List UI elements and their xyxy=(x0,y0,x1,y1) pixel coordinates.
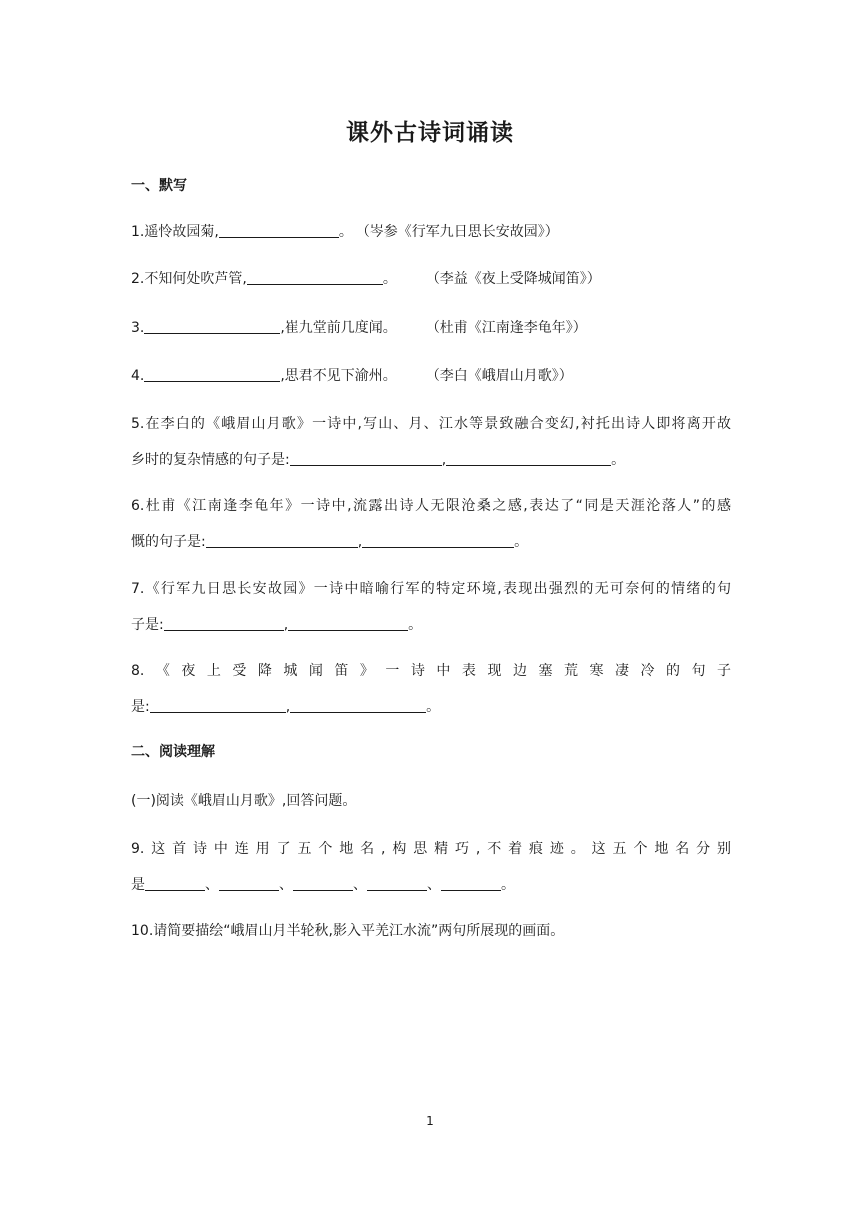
question-4-number: 4. xyxy=(131,368,145,384)
question-9-prompt: 是 xyxy=(131,877,145,893)
answer-blank[interactable] xyxy=(219,223,339,238)
question-7-prompt: 子是: xyxy=(131,617,164,633)
separator: 、 xyxy=(427,877,441,893)
question-8-line-1: 8.《夜上受降城闻笛》一诗中表现边塞荒寒凄冷的句子 xyxy=(131,663,731,679)
separator: , xyxy=(283,617,289,633)
answer-blank[interactable] xyxy=(219,876,279,891)
answer-blank[interactable] xyxy=(441,876,501,891)
question-10: 10.请简要描绘“峨眉山月半轮秋,影入平羌江水流”两句所展现的画面。 xyxy=(131,923,565,939)
page-number: 1 xyxy=(426,1114,434,1128)
sentence-end: 。 xyxy=(514,534,529,550)
sentence-end: 。 xyxy=(611,452,626,468)
question-3-number: 3. xyxy=(131,320,145,336)
answer-blank[interactable] xyxy=(293,876,353,891)
question-1-text: 1.遥怜故园菊, xyxy=(131,224,219,240)
question-5-prompt: 乡时的复杂情感的句子是: xyxy=(131,452,290,468)
answer-blank[interactable] xyxy=(150,698,286,713)
answer-blank[interactable] xyxy=(164,616,284,631)
question-3-source: （杜甫《江南逢李龟年》） xyxy=(432,320,587,336)
answer-blank[interactable] xyxy=(290,698,426,713)
separator: , xyxy=(441,452,447,468)
question-1 xyxy=(131,221,731,241)
answer-blank[interactable] xyxy=(144,319,280,334)
question-2-text: 2.不知何处吹芦管, xyxy=(131,271,247,287)
question-1-end: 。 xyxy=(338,224,353,240)
question-3-text: ,崔九堂前几度闻。 xyxy=(280,320,397,336)
answer-blank[interactable] xyxy=(288,616,408,631)
question-4 xyxy=(131,365,731,385)
question-7-line-2 xyxy=(131,614,731,634)
question-1-source: （岑参《行军九日思长安故园》） xyxy=(362,224,559,240)
question-6-prompt: 慨的句子是: xyxy=(131,534,206,550)
question-8-line-2 xyxy=(131,696,731,716)
answer-blank[interactable] xyxy=(206,533,358,548)
separator: 、 xyxy=(205,877,219,893)
question-2-end: 。 xyxy=(382,271,397,287)
answer-blank[interactable] xyxy=(362,533,514,548)
question-2-source: （李益《夜上受降城闻笛》） xyxy=(432,271,601,287)
question-7-line-1: 7.《行军九日思长安故园》一诗中暗喻行军的特定环境,表现出强烈的无可奈何的情绪的句 xyxy=(131,581,731,597)
answer-blank[interactable] xyxy=(446,451,611,466)
section-heading-dictation: 一、默写 xyxy=(131,178,187,194)
answer-blank[interactable] xyxy=(144,367,280,382)
page-title: 课外古诗词诵读 xyxy=(346,120,514,146)
question-9-line-2 xyxy=(131,874,731,894)
question-5-line-1: 5.在李白的《峨眉山月歌》一诗中,写山、月、江水等景致融合变幻,衬托出诗人即将离开故 xyxy=(131,416,731,432)
answer-blank[interactable] xyxy=(290,451,442,466)
question-3 xyxy=(131,317,731,337)
separator: 、 xyxy=(353,877,367,893)
sentence-end: 。 xyxy=(408,617,423,633)
sentence-end: 。 xyxy=(426,699,441,715)
separator: , xyxy=(357,534,363,550)
separator: 、 xyxy=(279,877,293,893)
question-4-source: （李白《峨眉山月歌》） xyxy=(432,368,573,384)
question-4-text: ,思君不见下渝州。 xyxy=(280,368,397,384)
question-5-line-2 xyxy=(131,449,731,469)
answer-blank[interactable] xyxy=(145,876,205,891)
passage-intro: (一)阅读《峨眉山月歌》,回答问题。 xyxy=(131,793,357,809)
sentence-end: 。 xyxy=(501,877,515,893)
question-6-line-2 xyxy=(131,531,731,551)
question-2 xyxy=(131,268,731,288)
question-6-line-1: 6.杜甫《江南逢李龟年》一诗中,流露出诗人无限沧桑之感,表达了“同是天涯沦落人”的感 xyxy=(131,498,731,514)
answer-blank[interactable] xyxy=(367,876,427,891)
question-8-prompt: 是: xyxy=(131,699,150,715)
answer-blank[interactable] xyxy=(247,270,383,285)
separator: , xyxy=(285,699,291,715)
question-9-line-1: 9.这首诗中连用了五个地名,构思精巧,不着痕迹。这五个地名分别 xyxy=(131,841,731,857)
section-heading-reading: 二、阅读理解 xyxy=(131,744,215,760)
